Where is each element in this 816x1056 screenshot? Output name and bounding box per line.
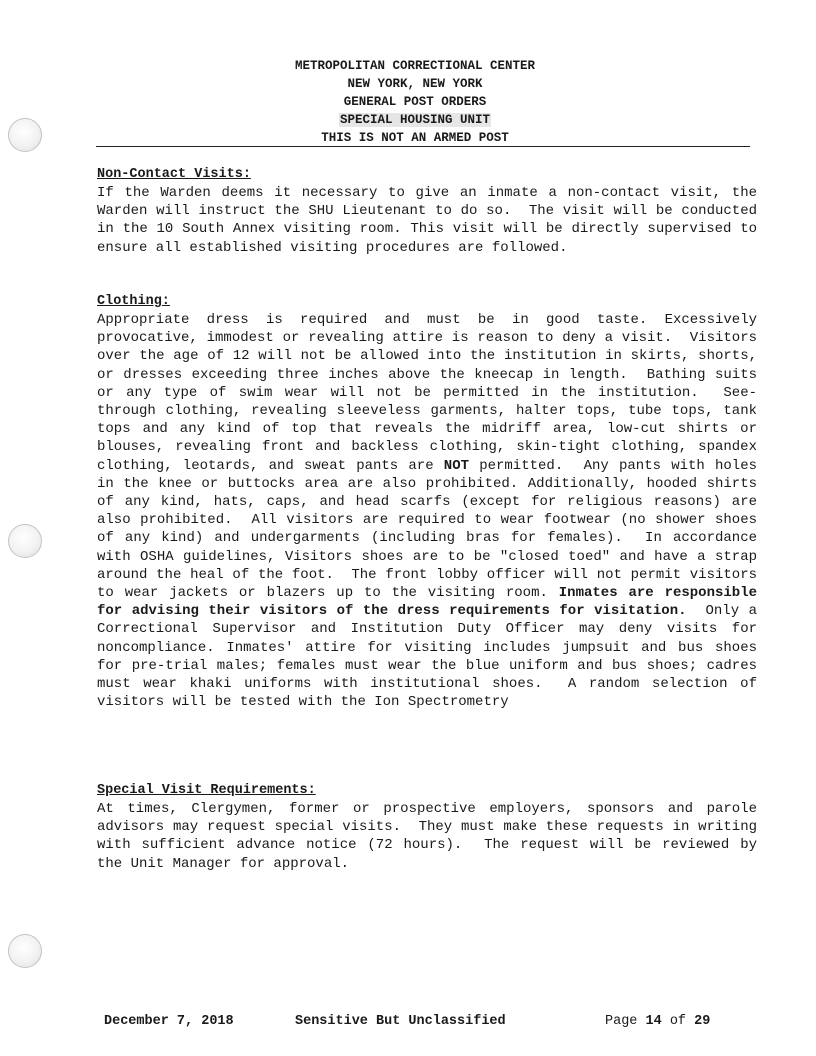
document-header	[220, 57, 610, 147]
header-unit: SPECIAL HOUSING UNIT	[339, 113, 491, 127]
section-clothing	[97, 293, 766, 711]
section-special-visits	[97, 782, 766, 873]
header-post-orders: GENERAL POST ORDERS	[343, 95, 487, 109]
punch-hole-bottom	[8, 934, 42, 968]
special-heading: Special Visit Requirements:	[97, 783, 316, 798]
footer-page-number: 14	[645, 1014, 662, 1029]
footer-page-indicator	[605, 1014, 710, 1029]
footer-page-label: Page	[605, 1014, 638, 1029]
footer-classification: Sensitive But Unclassified	[295, 1014, 506, 1029]
clothing-inmate-responsibility: Inmates are responsible for advising their visitors of the dress requirements for visitation.	[97, 585, 766, 620]
footer-of-label: of	[669, 1014, 687, 1029]
clothing-not-emphasis: NOT	[443, 457, 470, 474]
clothing-heading: Clothing:	[97, 294, 170, 309]
header-institution: METROPOLITAN CORRECTIONAL CENTER	[294, 59, 536, 73]
section-non-contact-visits	[97, 166, 766, 257]
punch-hole-top	[8, 118, 42, 152]
non-contact-heading: Non-Contact Visits:	[97, 167, 251, 182]
header-armed-status: THIS IS NOT AN ARMED POST	[321, 131, 509, 145]
footer-page-total: 29	[694, 1014, 711, 1029]
special-text: At times, Clergymen, former or prospective employers, sponsors and parole advisors may request special visits. They must make these requests in writing with sufficient advance notice (72 hours). The request will be reviewed by the Unit Manager for approval.	[97, 801, 766, 872]
header-location: NEW YORK, NEW YORK	[347, 77, 483, 91]
clothing-text	[97, 311, 766, 711]
clothing-text-part2: permitted. Any pants with holes in the knee or buttocks area are also prohibited. Additionally, hooded shirts of any kind, hats, caps, and head scarfs (except for religious reasons) are also prohibited. All visitors are required to wear footwear (no shower shoes of any kind) and undergarments (including bras for females). In accordance with OSHA guidelines, Visitors shoes are to be "closed toed" and have a strap around the heal of the foot. The front lobby officer will not permit visitors to wear jackets or blazers up to the visiting room.	[97, 457, 766, 602]
clothing-text-part1: Appropriate dress is required and must be in good taste. Excessively provocative, immodest or revealing attire is reason to deny a visit. Visitors over the age of 12 will not be allowed into the institution in skirts, shorts, or dresses exceeding three inches above the kneecap in length. Bathing suits or any type of swim wear will not be permitted in the institution. See-through clothing, revealing sleeveless garments, halter tops, tube tops, tank tops and any kind of top that reveals the midriff area, low-cut shirts or blouses, revealing front and backless clothing, skin-tight clothing, spandex clothing, leotards, and sweat pants are	[97, 312, 766, 474]
footer-date: December 7, 2018	[104, 1014, 234, 1029]
punch-hole-middle	[8, 524, 42, 558]
non-contact-text: If the Warden deems it necessary to give an inmate a non-contact visit, the Warden will instruct the SHU Lieutenant to do so. The visit will be conducted in the 10 South Annex visiting room. This visit will be directly supervised to ensure all established visiting procedures are followed.	[97, 185, 766, 256]
header-divider	[96, 146, 750, 147]
clothing-text-part3: Only a Correctional Supervisor and Institution Duty Officer may deny visits for noncompliance. Inmates' attire for visiting includes jumpsuit and bus shoes for pre-trial males; females must wear the blue uniform and bus shoes; cadres must wear khaki uniforms with institutional shoes. A random selection of visitors will be tested with the Ion Spectrometry	[97, 603, 766, 711]
